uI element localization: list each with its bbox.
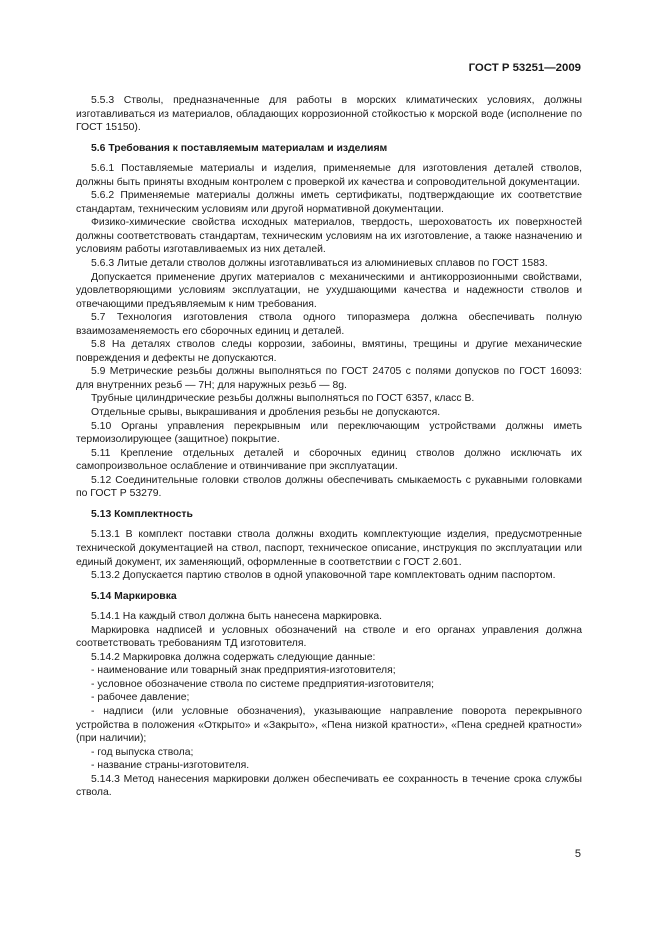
clause-5-13-1: 5.13.1 В комплект поставки ствола должны входить комплектующие изделия, предусмотренные технической документацией на ствол, паспорт, техническое описание, инструкция по эксплуатации или единый документ, их заменяющий, оформленные в соответствии с ГОСТ 2.601. [76, 529, 582, 568]
section-heading-5-13: 5.13 Комплектность [91, 508, 193, 520]
clause-5-6-2: 5.6.2 Применяемые материалы должны иметь сертификаты, подтверждающие их соответствие стандартам, техническим условиям или другой нормативной документации. [76, 190, 582, 215]
list-item: - год выпуска ствола; [91, 746, 194, 758]
list-item: - рабочее давление; [91, 692, 190, 704]
paragraph: Маркировка надписей и условных обозначений на стволе и его органах управления должна соответствовать требованиям ТД изготовителя. [76, 624, 582, 650]
document-body [76, 94, 582, 800]
clause-5-12: 5.12 Соединительные головки стволов должны обеспечивать смыкаемость с рукавными головками по ГОСТ Р 53279. [76, 474, 582, 500]
clause-5-7: 5.7 Технология изготовления ствола одного типоразмера должна обеспечивать полную взаимозаменяемость его сборочных единиц и деталей. [76, 312, 582, 337]
list-item: - наименование или товарный знак предприятия-изготовителя; [91, 665, 396, 677]
clause-5-5-3: 5.5.3 Стволы, предназначенные для работы в морских климатических условиях, должны изготавливаться из материалов, обладающих коррозионной стойкостью к морской воде (исполнение по ГОСТ 15150). [76, 95, 582, 134]
list-item: - название страны-изготовителя. [91, 760, 250, 772]
paragraph: Трубные цилиндрические резьбы должны выполняться по ГОСТ 6357, класс В. [91, 393, 475, 405]
list-item: - надписи (или условные обозначения), указывающие направление поворота перекрывного устройства в положения «Открыто» и «Закрыто», «Пена низкой кратности», «Пена средней кратности» (при наличии); [76, 705, 582, 745]
paragraph: Отдельные срывы, выкрашивания и дробления резьбы не допускаются. [91, 407, 441, 419]
list-item: - условное обозначение ствола по системе предприятия-изготовителя; [91, 678, 435, 690]
clause-5-9: 5.9 Метрические резьбы должны выполняться по ГОСТ 24705 с полями допусков по ГОСТ 16093: для внутренних резьб — 7Н; для наружных резьб — 8g. [76, 366, 582, 391]
clause-5-14-1: 5.14.1 На каждый ствол должна быть нанесена маркировка. [91, 611, 383, 623]
page-number: 5 [574, 848, 581, 860]
clause-5-6-3: 5.6.3 Литые детали стволов должны изготавливаться из алюминиевых сплавов по ГОСТ 1583. [91, 258, 548, 270]
clause-5-14-2: 5.14.2 Маркировка должна содержать следующие данные: [91, 651, 376, 663]
clause-5-6-1: 5.6.1 Поставляемые материалы и изделия, применяемые для изготовления деталей стволов, должны быть приняты входным контролем с проверкой их качества и сопроводительной документации. [76, 163, 582, 188]
section-heading-5-14: 5.14 Маркировка [91, 590, 177, 602]
clause-5-13-2: 5.13.2 Допускается партию стволов в одной упаковочной таре комплектовать одним паспортом. [91, 570, 556, 582]
clause-5-10: 5.10 Органы управления перекрывным или переключающим устройствами должны иметь термоизолирующее (защитное) покрытие. [76, 420, 582, 446]
clause-5-11: 5.11 Крепление отдельных деталей и сборочных единиц стволов должно исключать их самопроизвольное ослабление и отвинчивание при эксплуатации. [76, 447, 582, 473]
paragraph: Физико-химические свойства исходных материалов, твердость, шероховатость их поверхностей должны соответствовать стандартам, техническим условиям на их изготовление, а также назначению и условиям работы изготавливаемых из них деталей. [76, 217, 582, 256]
clause-5-8: 5.8 На деталях стволов следы коррозии, забоины, вмятины, трещины и другие механические повреждения и дефекты не допускаются. [76, 339, 582, 364]
clause-5-14-3: 5.14.3 Метод нанесения маркировки должен обеспечивать ее сохранность в течение срока службы ствола. [76, 773, 582, 799]
paragraph: Допускается применение других материалов с механическими и антикоррозионными свойствами, удовлетворяющими условиям эксплуатации, не ухудшающими качества и надежности стволов и отвечающими предъявляемым к ним требования. [76, 271, 582, 310]
standard-designation: ГОСТ Р 53251—2009 [468, 62, 581, 74]
section-heading-5-6: 5.6 Требования к поставляемым материалам и изделиям [91, 142, 388, 154]
